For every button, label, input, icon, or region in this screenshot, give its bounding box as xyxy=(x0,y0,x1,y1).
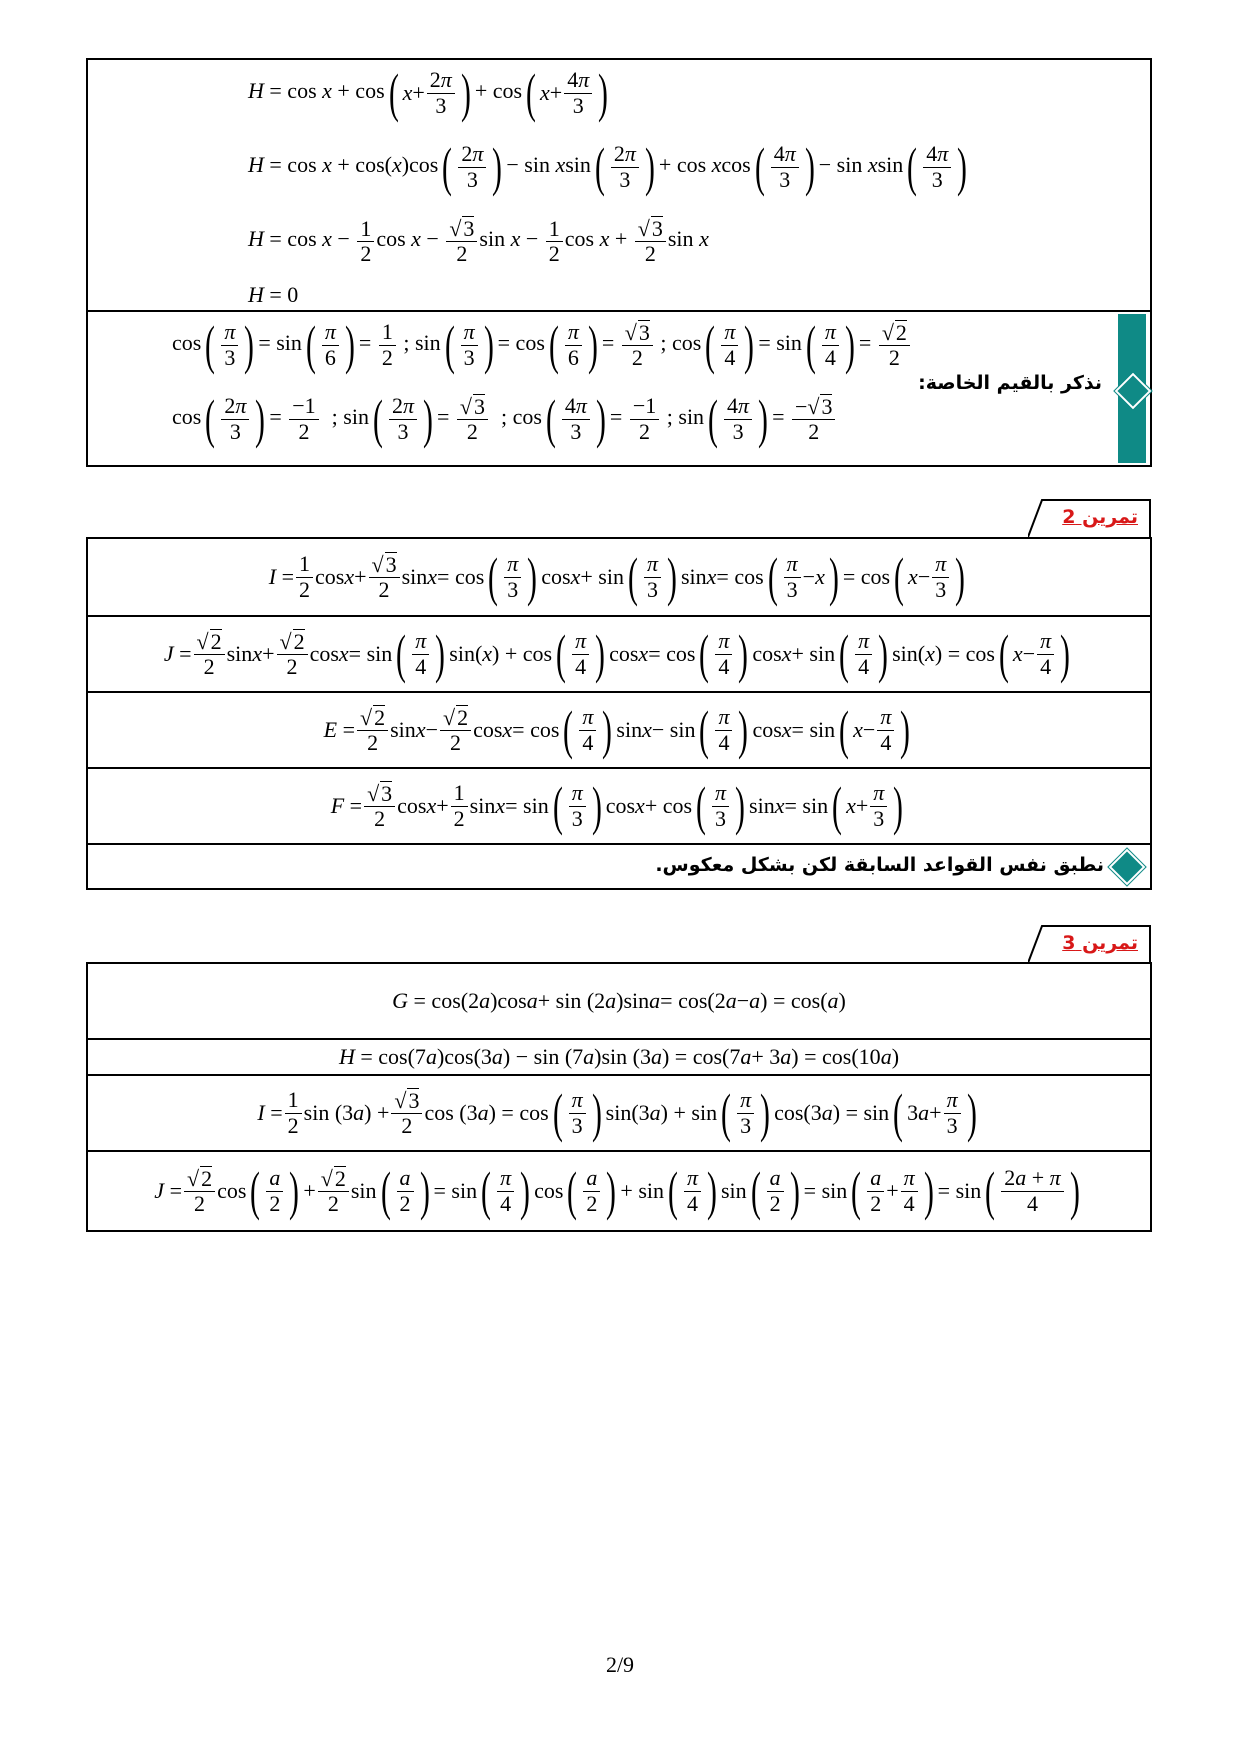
exercise-3-tab xyxy=(1028,924,1152,962)
ex3-row-i: I = $\frac{1}{2}$ sin (3 a ) + $\frac{√3}{2}$ cos (3 a ) = cos ( $\frac{\pi}{3}$ ) sin(3 a ) + sin ( $\frac{\pi}{3}$ ) cos(3 a ) = sin ( 3 a + $\frac{\pi}{3}$ ) xyxy=(88,1076,1150,1152)
diamond-icon xyxy=(1109,849,1146,886)
ex2-row-f: F = $\frac{√3}{2}$ cos x + $\frac{1}{2}$ sin x = sin ( $\frac{\pi}{3}$ ) cos x + cos ( $\frac{\pi}{3}$ ) sin x = sin ( x + $\frac{\pi}{3}$ ) xyxy=(88,769,1150,845)
ex2-row-j: J = $\frac{√2}{2}$ sin x + $\frac{√2}{2}$ cos x = sin ( $\frac{\pi}{4}$ ) sin( x ) + cos ( $\frac{\pi}{4}$ ) cos x = cos ( $\frac{\pi}{4}$ ) cos x + sin ( $\frac{\pi}{4}$ ) sin( x ) = cos ( x − $\frac{\pi}{4}$ ) xyxy=(88,617,1150,693)
exercise-3-box xyxy=(86,962,1152,1232)
section-marker xyxy=(1118,314,1146,463)
exercise-3-title: تمرين 3 xyxy=(1062,932,1138,954)
ex2-row-e: E = $\frac{√2}{2}$ sin x − $\frac{√2}{2}$ cos x = cos ( $\frac{\pi}{4}$ ) sin x − sin ( $\frac{\pi}{4}$ ) cos x = sin ( x − $\frac{\pi}{4}$ ) xyxy=(88,693,1150,769)
h-line-1: H = cos x + cos ( x + $\frac{2\pi}{3}$ ) + cos ( x + $\frac{4\pi}{3}$ ) xyxy=(248,66,612,120)
h-line-2: H = cos x + cos(x)cos ( $\frac{2\pi}{3}$ ) − sin xsin ( $\frac{2\pi}{3}$ ) + cos xcos ( $\frac{4\pi}{3}$ ) − sin xsin ( $\frac{4\pi}{3}$ ) xyxy=(248,140,971,194)
exercise-2-box xyxy=(86,537,1152,890)
h-line-3: H = cos x − $\frac{1}{2}$ cos x − $\frac{√3}{2}$ sin x − $\frac{1}{2}$ cos x + $\frac{√3}{2}$ sin x xyxy=(248,215,709,267)
ex3-row-g: G = cos(2 a )cos a + sin (2 a )sin a = cos(2 a − a ) = cos( a ) xyxy=(88,964,1150,1040)
ex2-row-i: I = $\frac{1}{2}$ cos x + $\frac{√3}{2}$ sin x = cos ( $\frac{\pi}{3}$ ) cos x + sin ( $\frac{\pi}{3}$ ) sin x = cos ( $\frac{\pi}{3}$ − x ) = cos ( x − $\frac{\pi}{3}$ ) xyxy=(88,539,1150,617)
special-values-line-1: cos ( $\frac{\pi}{3}$ ) = sin ( $\frac{\pi}{6}$ ) = $\frac{1}{2}$ ; sin ( $\frac{\pi}{3}$ ) = cos ( $\frac{\pi}{6}$ ) = $\frac{√3}{2}$ ; cos ( $\frac{\pi}{4}$ ) = sin ( $\frac{\pi}{4}$ ) = $\frac{√2}{2}$ xyxy=(172,318,912,372)
special-values-label: نذكر بالقيم الخاصة: xyxy=(918,372,1102,394)
identity-box xyxy=(86,58,1152,467)
ex2-note-row xyxy=(88,845,1150,888)
h-result: H = 0 xyxy=(248,282,299,307)
special-values-line-2: cos ( $\frac{2\pi}{3}$ ) = $\frac{-1}{2}$ ; sin ( $\frac{2\pi}{3}$ ) = $\frac{√3}{2}$ ; cos ( $\frac{4\pi}{3}$ ) = $\frac{-1}{2}$ ; sin ( $\frac{4\pi}{3}$ ) = $\frac{-√3}{2}$ xyxy=(172,392,837,446)
ex2-note: نطبق نفس القواعد السابقة لكن بشكل معكوس. xyxy=(655,854,1104,876)
exercise-2-tab xyxy=(1028,498,1152,536)
ex3-row-h: H = cos(7 a )cos(3 a ) − sin (7 a )sin (3 a ) = cos(7 a + 3 a ) = cos(10 a ) xyxy=(88,1040,1150,1076)
diamond-icon xyxy=(1115,373,1152,410)
special-values xyxy=(88,312,1150,465)
h-derivation xyxy=(88,60,1150,312)
page-number: 2/9 xyxy=(605,1652,635,1677)
exercise-2-title: تمرين 2 xyxy=(1062,506,1138,528)
ex3-row-j: J = $\frac{√2}{2}$ cos ( $\frac{a}{2}$ ) + $\frac{√2}{2}$ sin ( $\frac{a}{2}$ ) = sin ( $\frac{\pi}{4}$ ) cos ( $\frac{a}{2}$ ) + sin ( $\frac{\pi}{4}$ ) sin ( $\frac{a}{2}$ ) = sin ( $\frac{a}{2}$ + $\frac{\pi}{4}$ ) = sin ( $\frac{2a + \pi}{4}$ ) xyxy=(88,1152,1150,1230)
